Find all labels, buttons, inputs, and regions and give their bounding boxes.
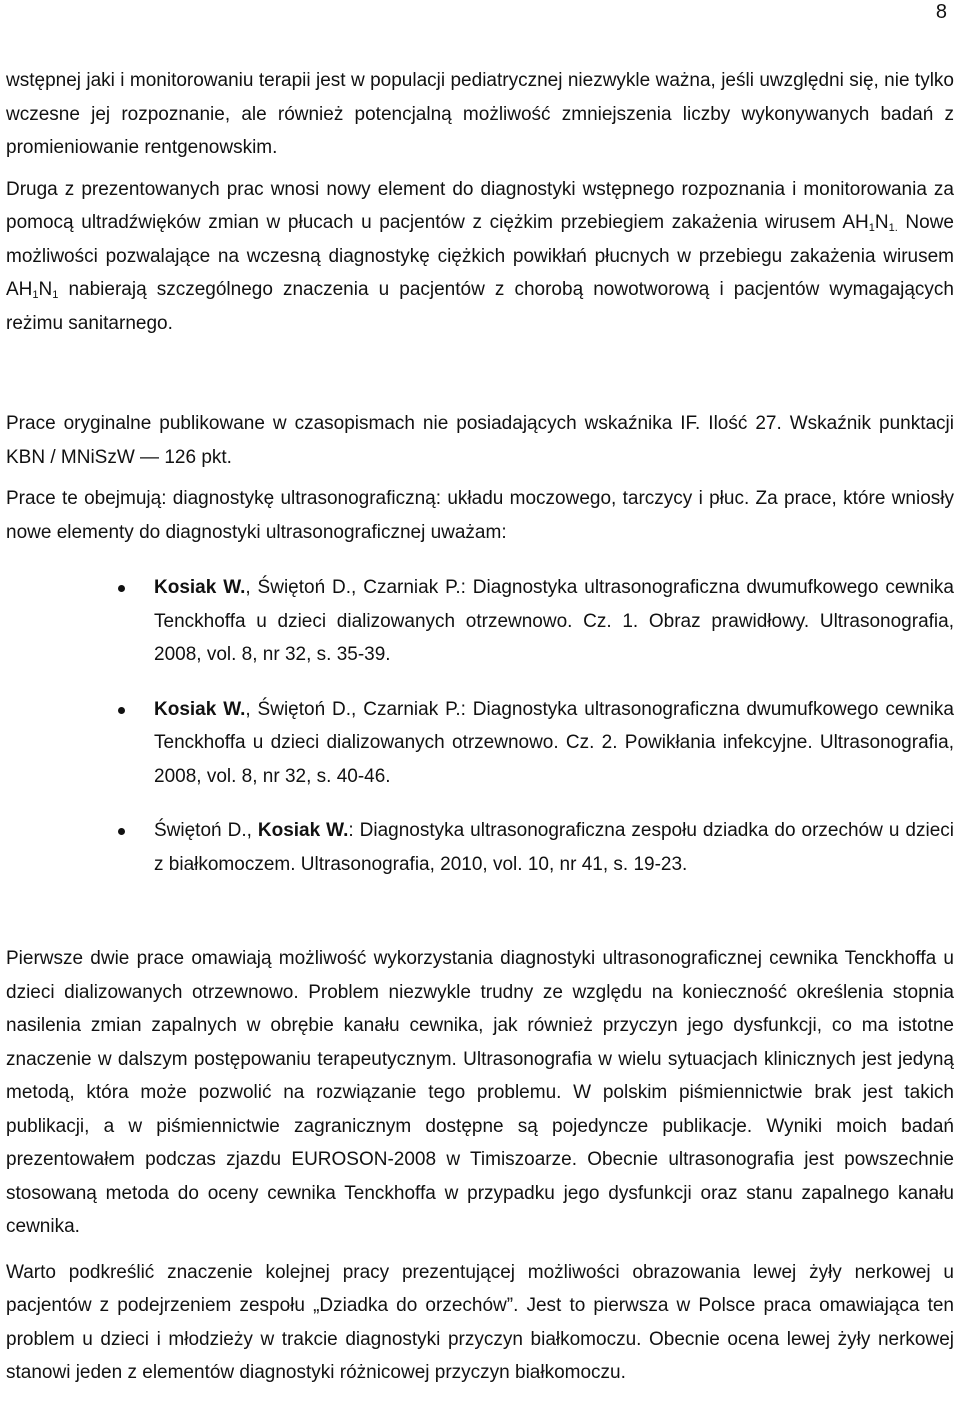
subscript: 1. [888,222,898,234]
bullet-icon [118,585,125,592]
text-segment: nabierają szczególnego znaczenia u pacjentów z chorobą nowotworową i pacjentów wymagających reżimu sanitarnego. [6,279,954,334]
author-highlight: Kosiak W. [154,698,246,720]
text-segment: N [38,279,53,300]
paragraph-tenckhoff-discussion: Pierwsze dwie prace omawiają możliwość wykorzystania diagnostyki ultrasonograficznej cewnika Tenckhoffa u dzieci dializowanych otrzewnowo. Problem niezwykle trudny ze względu na konieczność określenia stopnia nasilenia zmian zapalnych w obrębie kanału cewnika, jak również przyczyn jego dysfunkcji, co ma istotne znaczenie w dalszym postępowaniu terapeutycznym. Ultrasonografia w wielu sytuacjach klinicznych jest jedyną metodą, która może pozwolić na rozwiązanie tego problemu. W polskim piśmiennictwie brak jest takich publikacji, a w piśmiennictwie zagranicznym dostępne są pojedyncze publikacje. Wyniki moich badań prezentowałem podczas zjazdu EUROSON-2008 w Timiszoarze. Obecnie ultrasonografia jest powszechnie stosowaną metoda do oceny cewnika Tenckhoffa w przypadku jego dysfunkcji oraz stanu zapalnego kanału cewnika. [6,948,954,1237]
publication-title: : Diagnostyka ultrasonograficzna zespołu dziadka do orzechów u dzieci z białkomoczem. Ultrasonografia, 2010, vol. 10, nr 41, s. 19-23. [154,820,954,875]
paragraph-original-works-count: Prace oryginalne publikowane w czasopismach nie posiadających wskaźnika IF. Ilość 27. Wskaźnik punktacji KBN / MNiSzW — 126 pkt. [6,413,954,468]
publication-item [6,571,954,672]
authors: , Świętoń D., Czarniak P. [245,698,461,720]
publication-title: : Diagnostyka ultrasonograficzna dwumufkowego cewnika Tenckhoffa u dzieci dializowanych otrzewnowo. Cz. 2. Powikłania infekcyjne. Ultrasonografia, 2008, vol. 8, nr 32, s. 40-46. [154,698,954,787]
publication-title: : Diagnostyka ultrasonograficzna dwumufkowego cewnika Tenckhoffa u dzieci dializowanych otrzewnowo. Cz. 1. Obraz prawidłowy. Ultrasonografia, 2008, vol. 8, nr 32, s. 35-39. [154,577,954,665]
publication-list [6,571,954,881]
authors: Świętoń D., [154,820,258,841]
text-segment: Druga z prezentowanych prac wnosi nowy element do diagnostyki wstępnego rozpoznania i monitorowania za pomocą ultradźwięków zmian w płucach u pacjentów z ciężkim przebiegiem zakażenia wirusem AH [6,178,954,233]
subscript: 1 [52,289,59,301]
authors: , Świętoń D., Czarniak P. [245,577,461,598]
paragraph-intro-continuation: wstępnej jaki i monitorowaniu terapii jest w populacji pediatrycznej niezwykle ważna, jeśli uwzględni się, nie tylko wczesne jej rozpoznanie, ale również potencjalną możliwość zmniejszenia liczby wykonywanych badań z promieniowanie rentgenowskim. [6,70,954,158]
text-segment: N [874,212,889,233]
publication-item [6,814,954,881]
paragraph-nutcracker-discussion: Warto podkreślić znaczenie kolejnej pracy prezentującej możliwości obrazowania lewej żyły nerkowej u pacjentów z podejrzeniem zespołu „Dziadka do orzechów”. Jest to pierwsza w Polsce praca omawiająca ten problem u dzieci i młodzieży w trakcie diagnostyki przyczyn białkomoczu. Obecnie ocena lewej żyły nerkowej stanowi jeden z elementów diagnostyki różnicowej przyczyn białkomoczu. [6,1261,954,1383]
publication-item [6,693,954,794]
bullet-icon [118,828,125,835]
bullet-icon [118,707,125,714]
author-highlight: Kosiak W. [154,577,246,598]
paragraph-second-work [6,173,954,341]
author-highlight: Kosiak W. [257,820,349,841]
subscript: 1 [868,222,875,234]
paragraph-works-scope: Prace te obejmują: diagnostykę ultrasonograficzną: układu moczowego, tarczycy i płuc. Za prace, które wniosły nowe elementy do diagnostyki ultrasonograficznej uważam: [6,488,954,543]
page-number: 8 [935,1,947,23]
subscript: 1 [32,289,39,301]
document-body [6,64,954,1390]
text-segment: Nowe możliwości pozwalające na wczesną diagnostykę ciężkich powikłań płucnych w przebiegu zakażenia wirusem AH [6,212,954,300]
